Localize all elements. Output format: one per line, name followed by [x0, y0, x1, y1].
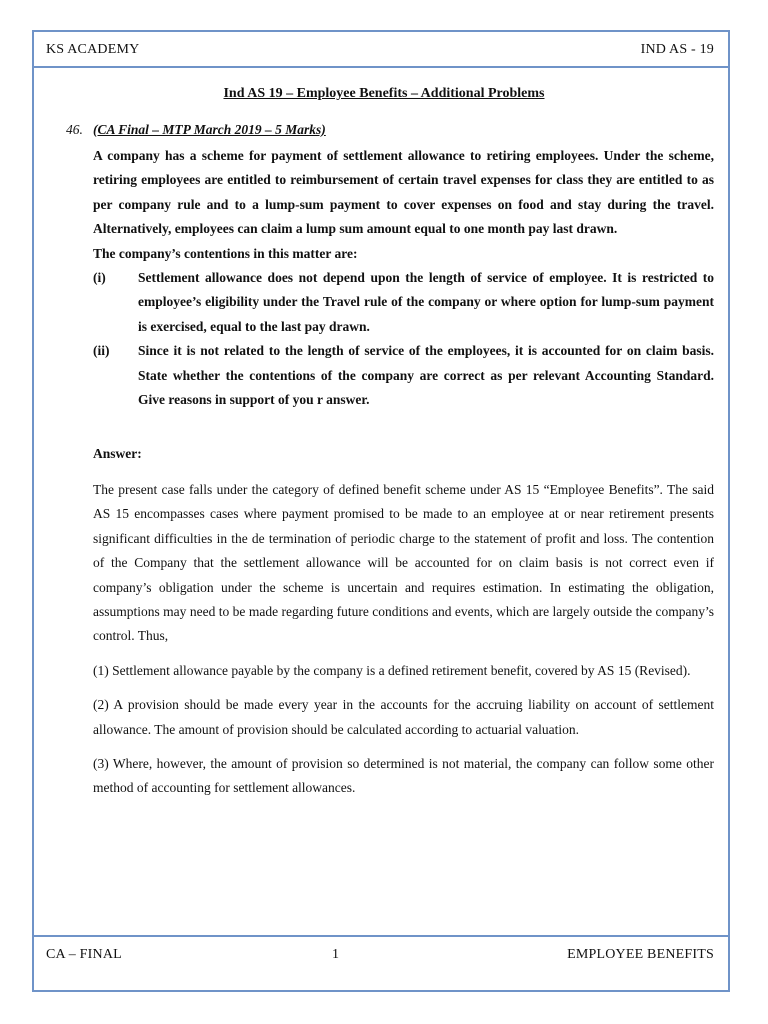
header-divider — [32, 66, 730, 68]
footer-right-text: EMPLOYEE BENEFITS — [567, 947, 714, 962]
contention-item — [93, 266, 714, 339]
page-number: 1 — [332, 947, 340, 962]
header-right-text: IND AS - 19 — [640, 42, 714, 57]
question-number: 46. — [66, 122, 83, 137]
page-title: Ind AS 19 – Employee Benefits – Additional Problems — [223, 86, 545, 101]
question-source: (CA Final – MTP March 2019 – 5 Marks) — [93, 122, 326, 137]
contention-text: Since it is not related to the length of service of the employees, it is accounted for on claim basis. State whether the contentions of the company are correct as per relevant Accounting Standard. Give reasons in support of you r answer. — [138, 343, 714, 408]
question-body — [93, 144, 714, 412]
footer-left-text: CA – FINAL — [46, 947, 122, 962]
answer-label: Answer: — [93, 446, 142, 461]
footer-divider — [32, 935, 730, 937]
contention-number: (ii) — [93, 343, 110, 359]
contention-item — [93, 339, 714, 412]
answer-paragraph: (3) Where, however, the amount of provision so determined is not material, the company can follow some other method of accounting for settlement allowances. — [93, 756, 714, 796]
answer-body — [93, 478, 714, 811]
contentions-heading: The company’s contentions in this matter are: — [93, 245, 358, 261]
question-intro: A company has a scheme for payment of settlement allowance to retiring employees. Under the scheme, retiring employees are entitled to reimbursement of certain travel expenses for class they are entitled to as per company rule and to a lump-sum payment to cover expenses on food and stay during the travel. Alternatively, employees can claim a lump sum amount equal to one month pay last drawn. — [93, 148, 714, 237]
contention-number: (i) — [93, 270, 106, 286]
header-left-text: KS ACADEMY — [46, 42, 140, 57]
answer-paragraph: (2) A provision should be made every year in the accounts for the accruing liability on account of settlement allowance. The amount of provision should be calculated according to actuarial valuation. — [93, 697, 714, 737]
answer-paragraph: (1) Settlement allowance payable by the company is a defined retirement benefit, covered by AS 15 (Revised). — [93, 662, 691, 678]
contention-text: Settlement allowance does not depend upon the length of service of employee. It is restricted to employee’s eligibility under the Travel rule of the company or where option for lump-sum payment is exercised, equal to the last pay drawn. — [138, 270, 714, 334]
answer-paragraph: The present case falls under the category of defined benefit scheme under AS 15 “Employee Benefits”. The said AS 15 encompasses cases where payment promised to be made to an employee at or near retirement presents significant difficulties in the de termination of periodic charge to the statement of profit and loss. The contention of the Company that the settlement allowance will be accounted for on claim basis is not correct even if company’s obligation under the scheme is uncertain and requires estimation. In estimating the obligation, assumptions may need to be made regarding future conditions and events, which are largely outside the company’s control. Thus, — [93, 482, 714, 644]
